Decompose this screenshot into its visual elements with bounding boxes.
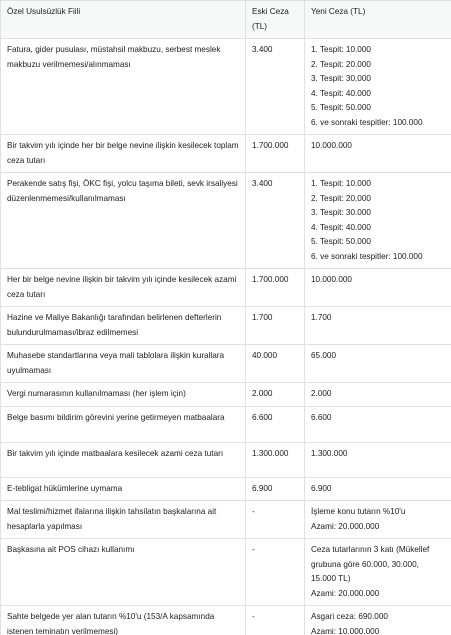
cell-new-penalty [305,501,451,539]
table-row [1,39,451,135]
table-row [1,501,451,539]
cell-act: Hazine ve Maliye Bakanlığı tarafından belirlenen defterlerin bulundurulmaması/ibraz edilmemesi [1,307,246,345]
cell-new-penalty [305,269,451,307]
table-row [1,173,451,269]
new-penalty-line: 2. Tespit: 20.000 [311,193,371,203]
cell-act: Perakende satış fişi, ÖKC fişi, yolcu taşıma bileti, sevk irsaliyesi düzenlenmemesi/kullanılmaması [1,173,246,269]
cell-new-penalty [305,406,451,442]
cell-old-penalty: - [246,606,305,635]
table-row [1,442,451,477]
table-header-row [1,1,451,39]
new-penalty-line: 2. Tespit: 20.000 [311,59,371,69]
new-penalty-line: 1.300.000 [311,448,348,458]
new-penalty-line: 6.900 [311,483,332,493]
table-row [1,383,451,407]
cell-old-penalty: 40.000 [246,345,305,383]
new-penalty-line: Ceza tutarlarının 3 katı (Mükellef grubuna göre 60.000, 30.000, 15.000 TL) [311,545,430,583]
header-old-penalty: Eski Ceza (TL) [246,1,305,39]
cell-act: Muhasebe standartlarına veya mali tablolara ilişkin kurallara uyulmaması [1,345,246,383]
cell-act: Vergi numarasının kullanılmaması (her işlem için) [1,383,246,407]
new-penalty-line: 6.600 [311,412,332,422]
new-penalty-line: 3. Tespit: 30.000 [311,74,371,83]
cell-act: E-tebligat hükümlerine uymama [1,477,246,501]
cell-new-penalty [305,307,451,345]
cell-old-penalty: 6.900 [246,477,305,501]
cell-old-penalty: 1.700.000 [246,135,305,173]
new-penalty-line: 5. Tespit: 50.000 [311,237,371,246]
new-penalty-line: 1. Tespit: 10.000 [311,179,371,188]
table-row [1,135,451,173]
cell-act: Her bir belge nevine ilişkin bir takvim yılı içinde kesilecek azami ceza tutarı [1,269,246,307]
new-penalty-line: 2.000 [311,389,332,398]
cell-new-penalty [305,39,451,135]
cell-old-penalty: 1.300.000 [246,442,305,477]
table-row [1,345,451,383]
cell-new-penalty [305,345,451,383]
cell-new-penalty [305,135,451,173]
new-penalty-line: Azami: 20.000.000 [311,521,380,531]
cell-old-penalty: - [246,539,305,606]
new-penalty-line: Azami: 10.000.000 [311,626,380,635]
cell-old-penalty: 1.700.000 [246,269,305,307]
cell-act: Mal teslimi/hizmet ifalarına ilişkin tahsilatın başkalarına ait hesaplarla yapılması [1,501,246,539]
new-penalty-line: Asgari ceza: 690.000 [311,612,388,621]
new-penalty-line: 3. Tespit: 30.000 [311,208,371,217]
new-penalty-line: 1. Tespit: 10.000 [311,45,371,54]
new-penalty-line: Azami: 20.000.000 [311,588,380,598]
cell-old-penalty: 3.400 [246,173,305,269]
cell-new-penalty [305,477,451,501]
cell-act: Bir takvim yılı içinde her bir belge nevine ilişkin kesilecek toplam ceza tutarı [1,135,246,173]
table-body [1,39,451,635]
new-penalty-line: 65.000 [311,351,337,360]
cell-act: Başkasına ait POS cihazı kullanımı [1,539,246,606]
cell-old-penalty: 2.000 [246,383,305,407]
cell-new-penalty [305,442,451,477]
table-row [1,307,451,345]
table-row [1,269,451,307]
table-row [1,539,451,606]
header-act: Özel Usulsüzlük Fiili [1,1,246,39]
new-penalty-line: 10.000.000 [311,141,352,150]
cell-act: Sahte belgede yer alan tutarın %10'u (153/A kapsamında istenen teminatın verilmemesi) [1,606,246,635]
cell-old-penalty: 3.400 [246,39,305,135]
cell-new-penalty [305,606,451,635]
new-penalty-line: 6. ve sonraki tespitler: 100.000 [311,117,423,127]
cell-act: Fatura, gider pusulası, müstahsil makbuzu, serbest meslek makbuzu verilmemesi/alınmaması [1,39,246,135]
new-penalty-line: 5. Tespit: 50.000 [311,103,371,112]
table-row [1,606,451,635]
new-penalty-line: 1.700 [311,313,332,322]
new-penalty-line: 6. ve sonraki tespitler: 100.000 [311,251,423,261]
cell-old-penalty: - [246,501,305,539]
table-row [1,477,451,501]
cell-act: Bir takvim yılı içinde matbaalara kesilecek azami ceza tutarı [1,442,246,477]
new-penalty-line: 4. Tespit: 40.000 [311,222,371,232]
cell-act: Belge basımı bildirim görevini yerine getirmeyen matbaalara [1,406,246,442]
new-penalty-line: 10.000.000 [311,275,352,284]
new-penalty-line: İşleme konu tutarın %10'u [311,507,406,516]
table-row [1,406,451,442]
cell-new-penalty [305,539,451,606]
cell-old-penalty: 6.600 [246,406,305,442]
cell-new-penalty [305,383,451,407]
new-penalty-line: 4. Tespit: 40.000 [311,88,371,98]
cell-new-penalty [305,173,451,269]
header-new-penalty: Yeni Ceza (TL) [305,1,451,39]
cell-old-penalty: 1.700 [246,307,305,345]
